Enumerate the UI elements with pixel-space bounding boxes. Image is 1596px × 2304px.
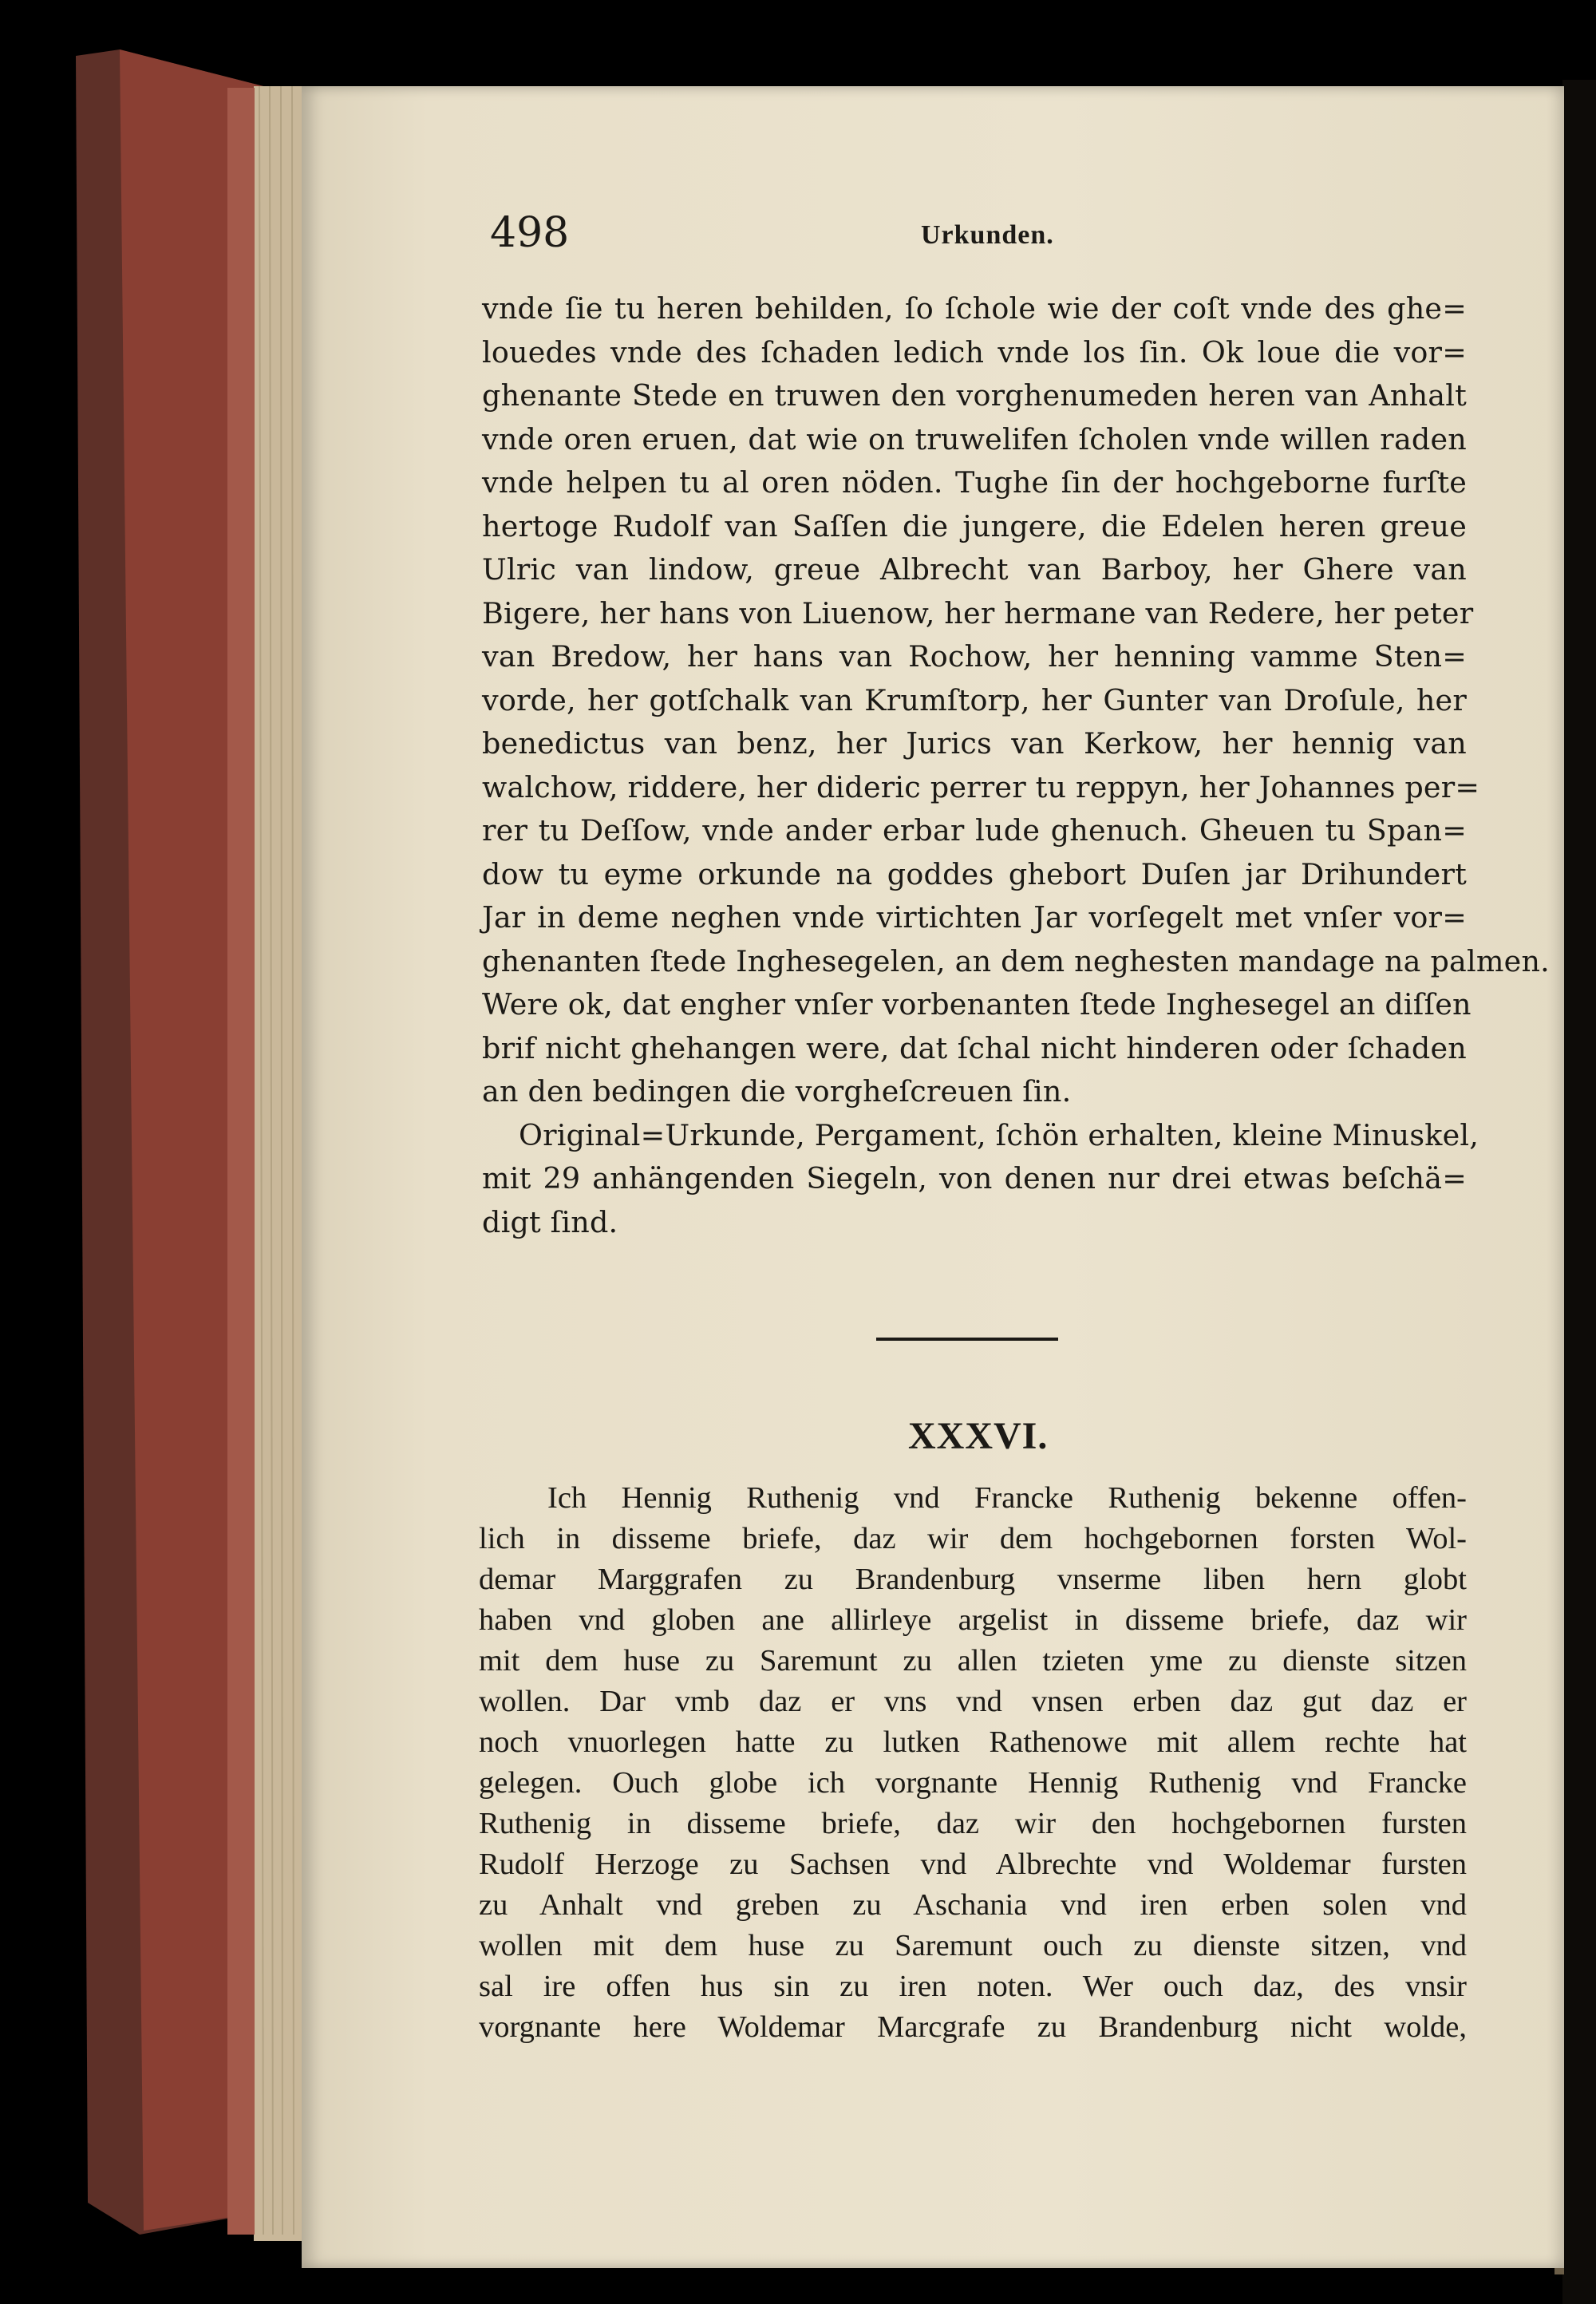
text-line: ghenante Stede en truwen den vorghenumeden heren van Anhalt: [482, 378, 1467, 413]
text-line: Ulric van lindow, greue Albrecht van Barboy, her Ghere van: [482, 552, 1467, 587]
section-line: Rudolf Herzoge zu Sachsen vnd Albrechte vnd Woldemar fursten: [479, 1848, 1467, 1881]
section-line: lich in disseme briefe, daz wir dem hochgebornen forsten Wol-: [479, 1522, 1467, 1555]
text-line: Bigere, her hans von Liuenow, her hermane van Redere, her peter: [482, 595, 1474, 630]
section-line: zu Anhalt vnd greben zu Aschania vnd iren erben solen vnd: [479, 1888, 1467, 1922]
text-line: Jar in deme neghen vnde virtichten Jar vorſegelt met vnſer vor=: [482, 900, 1467, 935]
section-line: demar Marggrafen zu Brandenburg vnserme liben hern globt: [479, 1563, 1467, 1596]
text-line: vnde ſie tu heren behilden, ſo ſchole wie der coſt vnde des ghe=: [482, 291, 1467, 326]
text-line: an den bedingen die vorgheſcreuen ſin.: [482, 1074, 1072, 1109]
section-number: XXXVI.: [908, 1415, 1049, 1457]
section-line: noch vnuorlegen hatte zu lutken Rathenowe mit allem rechte hat: [479, 1725, 1467, 1759]
text-line: Were ok, dat engher vnſer vorbenanten ſtede Inghesegel an diſſen: [482, 987, 1472, 1022]
text-line: dow tu eyme orkunde na goddes ghebort Duſen jar Drihundert: [482, 856, 1467, 891]
text-line: hertoge Rudolf van Saſſen die jungere, die Edelen heren greue: [482, 508, 1467, 543]
document-text-block: [482, 287, 1550, 1244]
text-line: benedictus van benz, her Jurics van Kerkow, her hennig van: [482, 726, 1467, 761]
text-line: ghenanten ſtede Inghesegelen, an dem neghesten mandage na palmen.: [482, 943, 1550, 978]
text-line: louedes vnde des ſchaden ledich vnde los ſin. Ok loue die vor=: [482, 334, 1467, 370]
section-line: mit dem huse zu Saremunt zu allen tzieten yme zu dienste sitzen: [479, 1644, 1467, 1678]
text-line: rer tu Deſſow, vnde ander erbar lude ghenuch. Gheuen tu Span=: [482, 813, 1467, 848]
page-header: [490, 209, 1464, 257]
page-number: 498: [490, 209, 570, 257]
section-line: vorgnante here Woldemar Marcgrafe zu Brandenburg nicht wolde,: [479, 2010, 1467, 2044]
text-line: walchow, riddere, her dideric perrer tu reppyn, her Johannes per=: [482, 769, 1480, 804]
section-line: wollen. Dar vmb daz er vns vnd vnsen erben daz gut daz er: [479, 1685, 1467, 1718]
text-line: vnde oren eruen, dat wie on truwelifen ſcholen vnde willen raden: [482, 421, 1467, 456]
note-line: mit 29 anhängenden Siegeln, von denen nur drei etwas beſchä=: [482, 1161, 1467, 1195]
note-line: digt ſind.: [482, 1204, 618, 1239]
running-head: Urkunden.: [921, 220, 1054, 250]
text-line: vnde helpen tu al oren nöden. Tughe ſin der hochgeborne furſte: [482, 465, 1467, 500]
section-text-block: [479, 1478, 1467, 2048]
section-divider: [876, 1338, 1058, 1341]
text-line: brif nicht ghehangen were, dat ſchal nicht hinderen oder ſchaden: [482, 1030, 1467, 1065]
note-line: Original=Urkunde, Pergament, ſchön erhalten, kleine Minuskel,: [519, 1117, 1479, 1152]
section-line: gelegen. Ouch globe ich vorgnante Hennig Ruthenig vnd Francke: [479, 1766, 1467, 1800]
section-line: sal ire offen hus sin zu iren noten. Wer ouch daz, des vnsir: [479, 1970, 1467, 2003]
text-line: van Bredow, her hans van Rochow, her henning vamme Sten=: [482, 639, 1467, 674]
section-line: haben vnd globen ane allirleye argelist in disseme briefe, daz wir: [479, 1603, 1467, 1637]
section-line: Ruthenig in disseme briefe, daz wir den hochgebornen fursten: [479, 1807, 1467, 1840]
section-line: Ich Hennig Ruthenig vnd Francke Ruthenig bekenne offen-: [547, 1481, 1467, 1515]
section-line: wollen mit dem huse zu Saremunt ouch zu dienste sitzen, vnd: [479, 1929, 1467, 1962]
text-line: vorde, her gotſchalk van Krumſtorp, her Gunter van Droſule, her: [482, 682, 1467, 717]
show-through-area: [1053, 1253, 1468, 1476]
